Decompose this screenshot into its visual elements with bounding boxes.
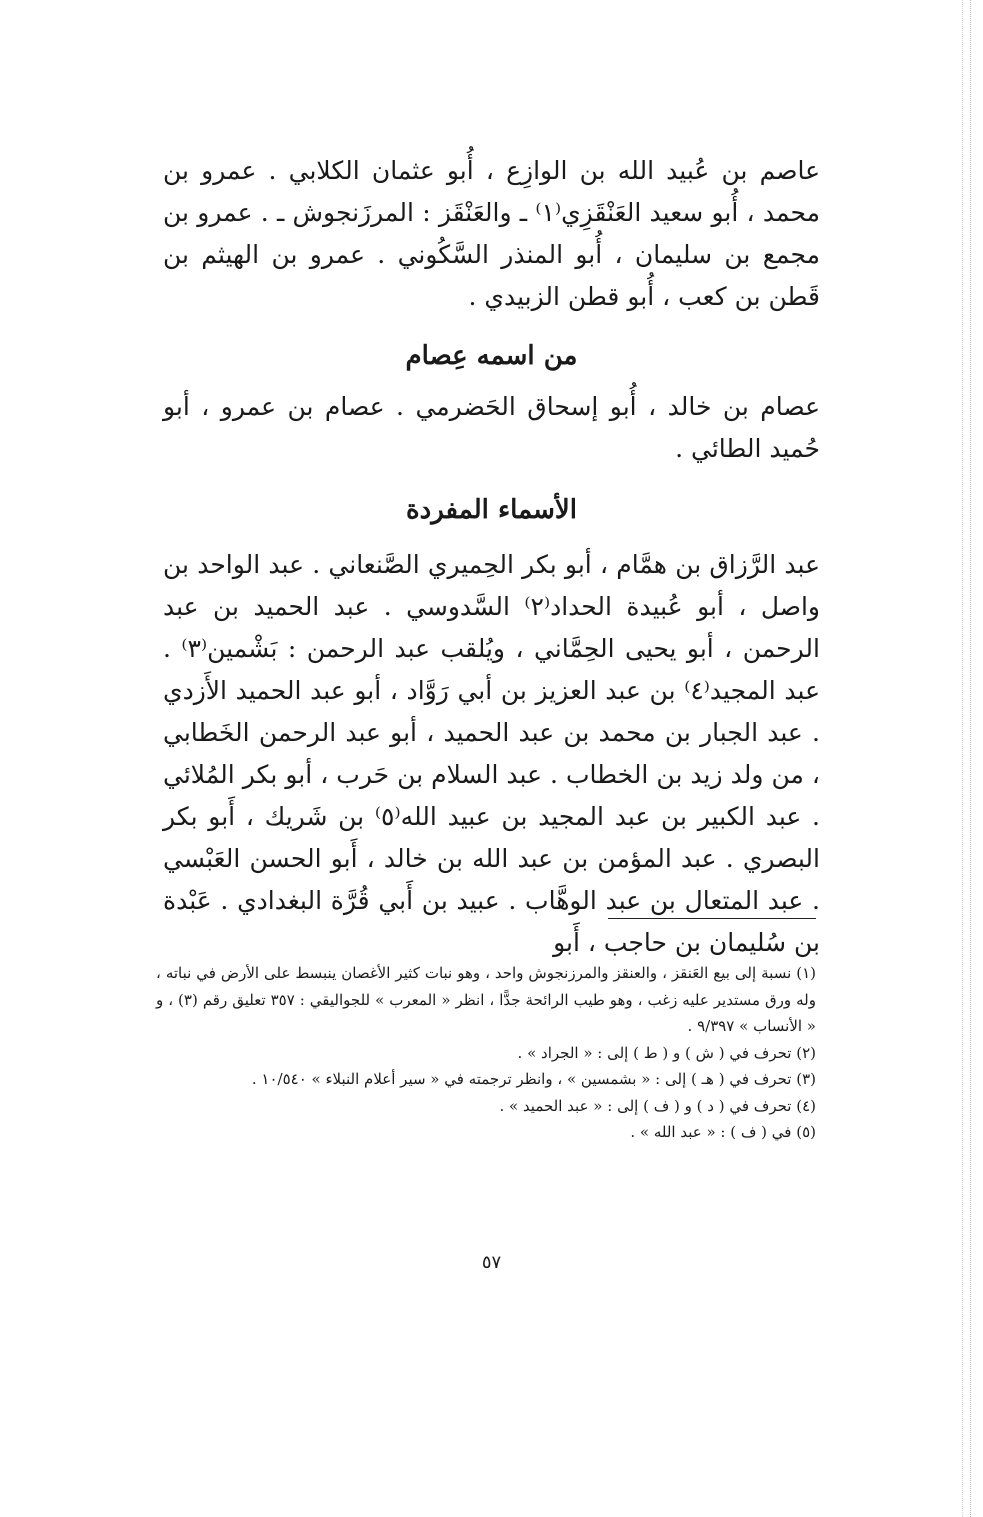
footnote-5: (٥) في ( ف ) : « عبد الله » . bbox=[630, 1123, 816, 1141]
main-text-block bbox=[163, 150, 820, 964]
page-number: ٥٧ bbox=[481, 1252, 502, 1273]
footnote-4: (٤) تحرف في ( د ) و ( ف ) إلى : « عبد الحميد » . bbox=[499, 1096, 816, 1115]
section-heading-single-names: الأسماء المفردة bbox=[406, 495, 577, 525]
scan-edge-line-inner bbox=[962, 0, 963, 1517]
intro-paragraph: عاصم بن عُبيد الله بن الوازِع ، أُبو عثمان الكلابي . عمرو بن محمد ، أُبو سعيد العَنْقَزِي⁽١⁾ ـ والعَنْقَز : المرزَنجوش ـ . عمرو بن مجمع بن سليمان ، أُبو المنذر السَّكُوني . عمرو بن الهيثم بن قَطن بن كعب ، أُبو قطن الزبيدي . bbox=[163, 156, 820, 311]
footnote-1: (١) نسبة إلى بيع العَنقز ، والعنقز والمرزنجوش واحد ، وهو نبات كثير الأغصان ينبسط على الأرض في نباته ، وله ورق مستدير عليه زغب ، وهو طيب الرائحة جدًّا ، انظر « المعرب » للجواليقي : ٣٥٧ تعليق رقم (٣) ، و « الأنساب » ٩/٣٩٧ . bbox=[156, 964, 816, 1035]
footnotes-block bbox=[156, 960, 816, 1146]
footnote-2: (٢) تحرف في ( ش ) و ( ط ) إلى : « الجراد » . bbox=[517, 1043, 816, 1062]
isam-paragraph: عصام بن خالد ، أُبو إسحاق الحَضرمي . عصام بن عمرو ، أبو حُميد الطائي . bbox=[163, 392, 820, 463]
footnote-3: (٣) تحرف في ( هـ ) إلى : « بشمسين » ، وانظر ترجمته في « سير أعلام النبلاء » ١٠/٥٤٠ . bbox=[251, 1070, 816, 1088]
single-names-paragraph: عبد الرَّزاق بن همَّام ، أبو بكر الحِميري الصَّنعاني . عبد الواحد بن واصل ، أبو عُبيدة الحداد⁽٢⁾ السَّدوسي . عبد الحميد بن عبد الرحمن ، أبو يحيى الحِمَّاني ، ويُلقب عبد الرحمن : بَشْمين⁽٣⁾ . عبد المجيد⁽٤⁾ بن عبد العزيز بن أبي رَوَّاد ، أبو عبد الحميد الأَزدي . عبد الجبار بن محمد بن عبد الحميد ، أبو عبد الرحمن الخَطابي ، من ولد زيد بن الخطاب . عبد السلام بن حَرب ، أبو بكر المُلائي . عبد الكبير بن عبد المجيد بن عبيد الله⁽٥⁾ بن شَريك ، أَبو بكر البصري . عبد المؤمن بن عبد الله بن خالد ، أَبو الحسن العَبْسي . عبد المتعال بن عبد الوهَّاب . عبيد بن أَبي قُرَّة البغدادي . عَبْدة بن سُليمان بن حاجب ، أَبو bbox=[163, 550, 820, 957]
section-heading-isam: من اسمه عِصام bbox=[405, 341, 578, 371]
footnote-separator bbox=[608, 918, 816, 919]
scan-edge-line bbox=[970, 0, 971, 1517]
